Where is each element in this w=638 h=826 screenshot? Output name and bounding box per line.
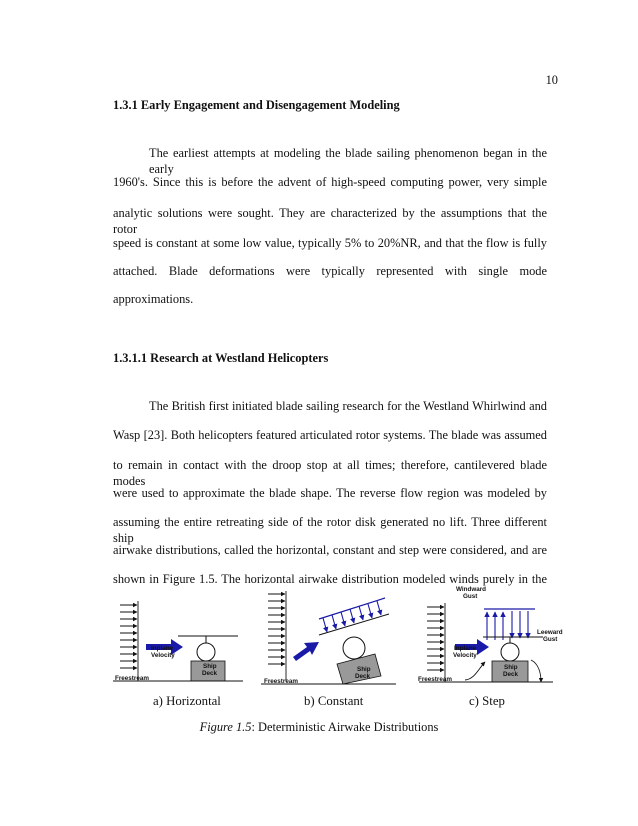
- ship-label: Ship: [504, 664, 518, 671]
- deck-label: Deck: [503, 671, 519, 678]
- gust-label: Gust: [463, 593, 478, 600]
- windward-gust-arrows: [487, 612, 503, 640]
- panel-constant: [261, 591, 396, 685]
- velocity-label: Velocity: [453, 652, 477, 659]
- deck-label: Deck: [355, 673, 371, 680]
- paragraph-line: The British first initiated blade sailing research for the Westland Whirlwind and: [149, 399, 547, 413]
- section-heading: 1.3.1 Early Engagement and Disengagement Modeling: [113, 98, 400, 112]
- paragraph-line: were used to approximate the blade shape. The reverse flow region was modeled by: [113, 486, 547, 500]
- deck-label: Deck: [202, 670, 218, 677]
- freestream-arrows: [427, 607, 444, 670]
- ship-label: Ship: [357, 666, 371, 673]
- paragraph-line: airwake distributions, called the horizontal, constant and step were considered, and are: [113, 543, 547, 557]
- ship-label: Ship: [203, 663, 217, 670]
- paragraph-line: speed is constant at some low value, typically 5% to 20%NR, and that the flow is fully: [113, 236, 547, 250]
- freestream-arrows: [120, 605, 137, 668]
- airwake-figure: [113, 584, 563, 696]
- freestream-label: Freestream: [264, 678, 298, 685]
- freestream-arrows: [268, 594, 285, 664]
- constant-airwake-arrows: [323, 601, 381, 632]
- inplane-velocity-arrow: [293, 642, 319, 661]
- subcaption-horizontal: a) Horizontal: [153, 694, 221, 708]
- leeward-label: Leeward: [537, 629, 563, 636]
- panel-horizontal: [113, 601, 243, 682]
- paragraph-line: Wasp [23]. Both helicopters featured articulated rotor systems. The blade was assumed: [113, 428, 547, 442]
- rotor-blade: [319, 614, 389, 635]
- paragraph-line: to remain in contact with the droop stop at all times; therefore, cantilevered blade modes: [113, 458, 547, 488]
- paragraph-line: analytic solutions were sought. They are characterized by the assumptions that the rotor: [113, 206, 547, 236]
- figure-caption: [0, 720, 638, 735]
- page-number: 10: [545, 73, 558, 87]
- rotor-hub: [501, 643, 519, 661]
- inplane-label: Inplane: [454, 645, 477, 652]
- subcaption-constant: b) Constant: [304, 694, 364, 708]
- paragraph-line: assuming the entire retreating side of the rotor disk generated no lift. Three different ship: [113, 515, 547, 545]
- figure-caption-label: Figure 1.5: [199, 720, 252, 734]
- rotor-hub: [343, 637, 365, 659]
- figure-caption-text: : Deterministic Airwake Distributions: [251, 720, 439, 734]
- subcaption-step: c) Step: [469, 694, 505, 708]
- paragraph-line: 1960's. Since this is before the advent of high-speed computing power, very simple: [113, 175, 547, 189]
- subsection-heading: 1.3.1.1 Research at Westland Helicopters: [113, 351, 329, 365]
- paragraph-line: The earliest attempts at modeling the blade sailing phenomenon began in the early: [149, 146, 547, 176]
- freestream-label: Freestream: [115, 675, 149, 682]
- leeward-gust-arrows: [512, 611, 528, 638]
- freestream-label: Freestream: [418, 676, 452, 683]
- leeward-flow-curve: [531, 660, 541, 682]
- rotor-hub: [197, 643, 215, 661]
- panel-step: [418, 586, 563, 683]
- gust-label: Gust: [543, 636, 558, 643]
- windward-label: Windward: [456, 586, 487, 593]
- inplane-label: Inplane: [151, 645, 174, 652]
- paragraph-line: attached. Blade deformations were typically represented with single mode: [113, 264, 547, 278]
- velocity-label: Velocity: [151, 652, 175, 659]
- paragraph-line: approximations.: [113, 292, 194, 306]
- windward-flow-curve: [465, 662, 485, 680]
- paragraph-line: shown in Figure 1.5. The horizontal airwake distribution modeled winds purely in the: [113, 572, 547, 586]
